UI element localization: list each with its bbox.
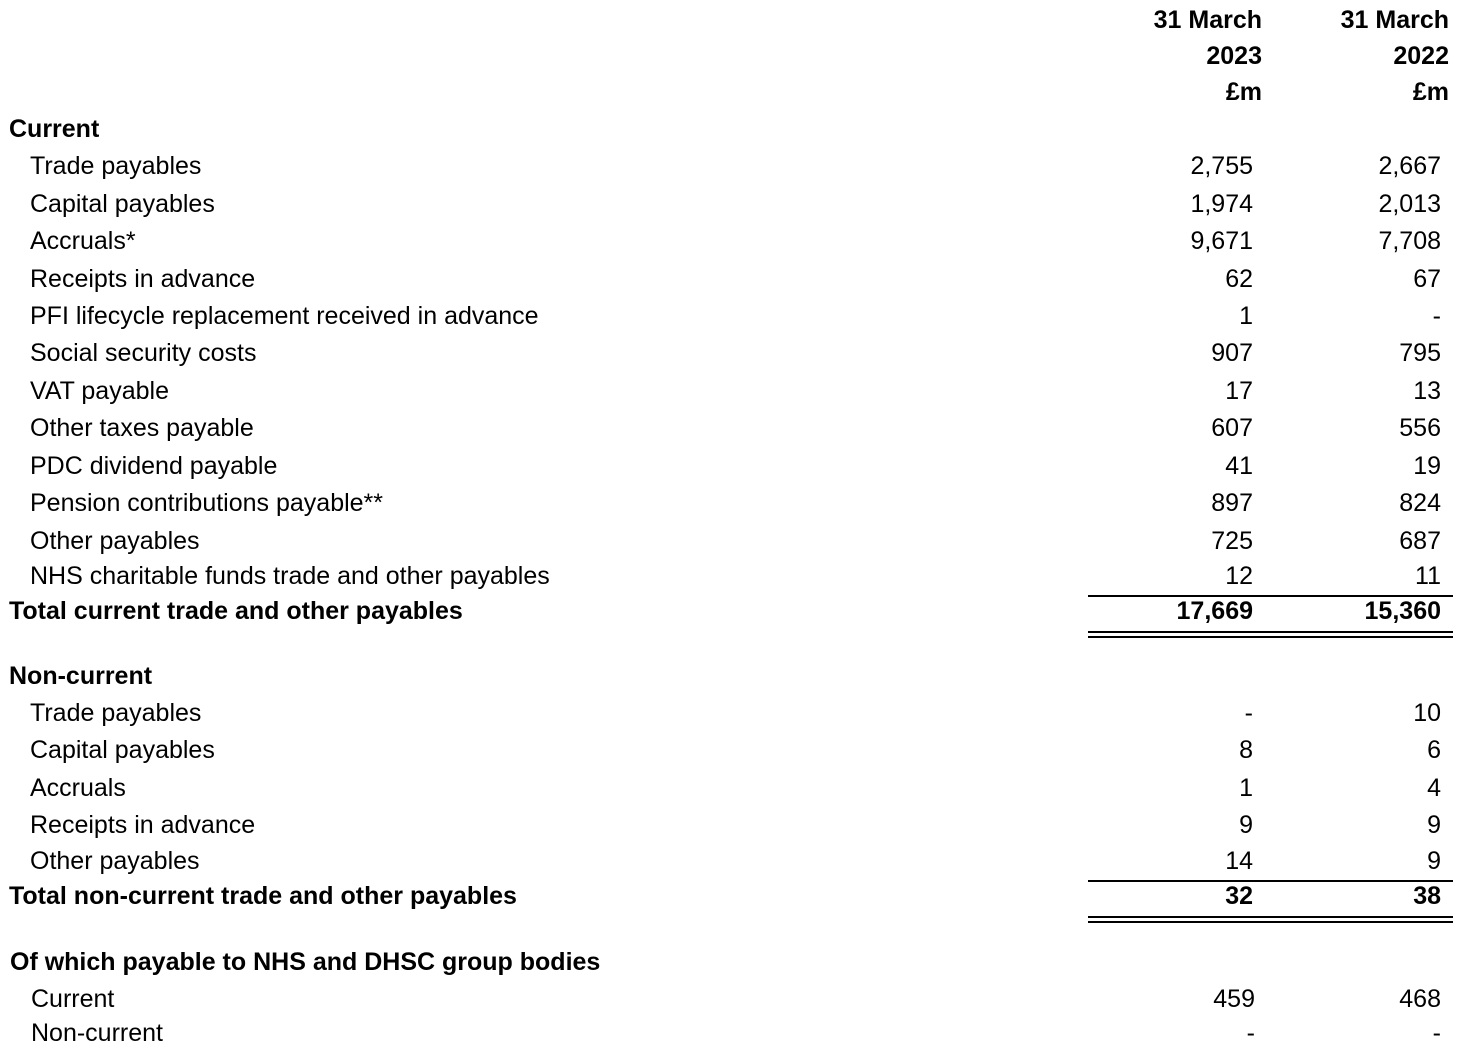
row-label: NHS charitable funds trade and other payables (30, 562, 550, 590)
value-2022: 9 (1427, 811, 1441, 839)
column-header-date: 31 March (1340, 6, 1449, 34)
table-row (0, 981, 1462, 1018)
column-header-year: 2023 (1206, 42, 1262, 70)
row-label: Accruals* (30, 227, 136, 255)
total-double-rule (1088, 916, 1453, 923)
total-value-2022: 15,360 (1364, 597, 1441, 625)
value-2022: - (1432, 1019, 1441, 1047)
total-value-2023: 32 (1225, 882, 1253, 910)
value-2022: 824 (1399, 489, 1441, 517)
value-2023: 2,755 (1190, 152, 1253, 180)
row-label: Receipts in advance (30, 265, 256, 293)
column-header-unit: £m (1225, 78, 1262, 106)
value-2022: 468 (1399, 985, 1441, 1013)
total-label: Total current trade and other payables (9, 597, 463, 625)
table-row (0, 148, 1462, 185)
value-2023: 907 (1211, 339, 1253, 367)
value-2022: 7,708 (1378, 227, 1441, 255)
value-2022: 19 (1413, 452, 1441, 480)
value-2022: 4 (1427, 774, 1441, 802)
value-2022: 11 (1415, 562, 1441, 590)
table-row (0, 298, 1462, 335)
value-2023: - (1246, 1019, 1255, 1047)
value-2023: 607 (1211, 414, 1253, 442)
row-label: Accruals (30, 774, 126, 802)
value-2023: 41 (1225, 452, 1253, 480)
value-2022: - (1432, 302, 1441, 330)
value-2022: 9 (1427, 847, 1441, 875)
table-row (0, 558, 1462, 595)
section-heading-label: Of which payable to NHS and DHSC group bodies (10, 948, 601, 976)
row-label: VAT payable (30, 377, 169, 405)
value-2022: 2,667 (1378, 152, 1441, 180)
section-heading-current (0, 111, 1462, 148)
row-label: Pension contributions payable** (30, 489, 384, 517)
value-2023: 1,974 (1190, 190, 1253, 218)
section-heading-label: Current (9, 115, 100, 143)
column-header-date: 31 March (1153, 6, 1262, 34)
value-2022: 67 (1413, 265, 1441, 293)
table-row (0, 523, 1462, 560)
row-label: Trade payables (30, 699, 202, 727)
value-2023: 1 (1239, 774, 1253, 802)
total-double-rule (1088, 631, 1453, 638)
value-2023: 459 (1213, 985, 1255, 1013)
table-row (0, 448, 1462, 485)
value-2022: 795 (1399, 339, 1441, 367)
value-2023: 17 (1225, 377, 1253, 405)
value-2023: 1 (1239, 302, 1253, 330)
table-row (0, 335, 1462, 372)
column-header-2022 (1269, 2, 1449, 110)
value-2023: 9 (1239, 811, 1253, 839)
value-2023: 62 (1225, 265, 1253, 293)
row-label: Capital payables (30, 190, 215, 218)
table-row (0, 770, 1462, 807)
value-2023: 9,671 (1190, 227, 1253, 255)
row-label: Current (31, 985, 115, 1013)
row-label: PDC dividend payable (30, 452, 278, 480)
table-row (0, 695, 1462, 732)
value-2022: 6 (1427, 736, 1441, 764)
row-label: PFI lifecycle replacement received in advance (30, 302, 539, 330)
section-heading-label: Non-current (9, 662, 153, 690)
total-label: Total non-current trade and other payables (9, 882, 517, 910)
table-row (0, 843, 1462, 880)
total-value-2023: 17,669 (1176, 597, 1253, 625)
value-2023: 897 (1211, 489, 1253, 517)
value-2023: - (1244, 699, 1253, 727)
value-2022: 10 (1413, 699, 1441, 727)
row-label: Other taxes payable (30, 414, 254, 442)
row-label: Capital payables (30, 736, 215, 764)
table-row (0, 373, 1462, 410)
total-row-current (0, 593, 1462, 630)
row-label: Social security costs (30, 339, 257, 367)
table-row (0, 186, 1462, 223)
table-row (0, 223, 1462, 260)
value-2022: 556 (1399, 414, 1441, 442)
value-2022: 2,013 (1378, 190, 1441, 218)
column-header-2023 (1082, 2, 1262, 110)
total-value-2022: 38 (1413, 882, 1441, 910)
row-label: Other payables (30, 527, 200, 555)
table-row (0, 485, 1462, 522)
column-header-year: 2022 (1393, 42, 1449, 70)
row-label: Trade payables (30, 152, 202, 180)
total-row-non-current (0, 878, 1462, 915)
value-2023: 14 (1225, 847, 1253, 875)
table-row (0, 1015, 1462, 1052)
value-2022: 13 (1413, 377, 1441, 405)
table-row (0, 807, 1462, 844)
table-row (0, 410, 1462, 447)
section-heading-nhs-dhsc (0, 944, 1462, 981)
table-row (0, 732, 1462, 769)
row-label: Receipts in advance (30, 811, 256, 839)
value-2023: 12 (1225, 562, 1253, 590)
value-2023: 725 (1211, 527, 1253, 555)
value-2022: 687 (1399, 527, 1441, 555)
value-2023: 8 (1239, 736, 1253, 764)
row-label: Non-current (31, 1019, 163, 1047)
table-row (0, 261, 1462, 298)
section-heading-non-current (0, 658, 1462, 695)
column-header-unit: £m (1412, 78, 1449, 106)
row-label: Other payables (30, 847, 200, 875)
